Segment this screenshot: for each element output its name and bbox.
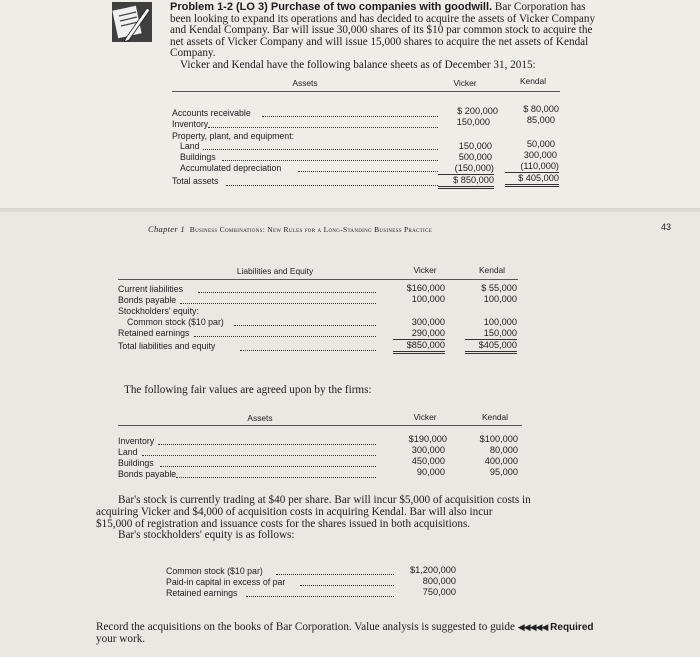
column-header-vicker: Vicker [453,78,477,88]
row-label: Inventory [118,436,155,446]
row-label: Common stock ($10 par) [166,566,263,576]
vicker-value: 300,000 [411,445,445,455]
kendal-value: $100,000 [479,434,518,444]
row-label: Accounts receivable [172,108,251,118]
vicker-value: 500,000 [458,152,492,162]
vicker-value: $190,000 [408,434,447,444]
kendal-total: $ 405,000 [505,173,559,187]
required-label: Required [550,622,594,633]
leader-dots [240,349,376,351]
leader-dots [142,454,376,456]
kendal-value: 50,000 [526,139,555,149]
leader-dots [226,184,438,186]
leader-dots [276,573,394,575]
row-label: Inventory [172,119,209,129]
leader-dots [176,476,376,478]
column-header-vicker: Vicker [413,412,437,422]
fair-values-intro: The following fair values are agreed upon by the firms: [124,384,372,396]
row-label: Land [118,447,138,457]
intro-line: net assets of Vicker Company and will issue 15,000 shares to acquire the net assets of Kendal [170,35,589,48]
row-label: Retained earnings [118,328,190,338]
assets-header: Assets [292,78,318,88]
kendal-total: $405,000 [465,340,517,354]
leader-dots [160,465,376,467]
row-label: Accumulated depreciation [180,163,282,173]
arrows-marker: ◀◀◀◀◀ [517,622,548,632]
row-label: Paid-in capital in excess of par [166,577,286,587]
kendal-value: $ 55,000 [481,283,517,293]
instruction-line: Record the acquisitions on the books of Bar Corporation. Value analysis is suggested to guide [96,621,515,633]
vicker-value: 100,000 [411,294,445,304]
vicker-value: 300,000 [411,317,445,327]
column-header-kendal: Kendal [478,265,506,275]
row-label: Stockholders' equity: [118,306,199,316]
paragraph-line: acquiring Vicker and $4,000 of acquisition costs in acquiring Kendal. Bar will also incur [96,505,493,518]
intro-line: been looking to expand its operations and has decided to acquire the assets of Vicker Company [170,12,596,25]
row-label: Retained earnings [166,588,238,598]
leader-dots [298,170,438,172]
kendal-value: 400,000 [484,456,518,466]
vicker-value: 150,000 [458,141,492,151]
kendal-value: 100,000 [483,317,517,327]
kendal-value: 95,000 [489,467,518,477]
leader-dots [222,159,438,161]
vicker-value: (150,000) [438,163,494,175]
vicker-value: $ 200,000 [457,106,498,116]
intro-line: Company. [170,47,216,59]
row-label: Buildings [180,152,216,162]
kendal-value: $ 80,000 [523,104,559,114]
amount-value: 750,000 [422,587,456,597]
leader-dots [194,335,376,337]
intro-line: and Kendal Company. Bar will issue 30,000 shares of its $10 par common stock to acquire the [170,24,593,36]
vicker-value: 90,000 [416,467,445,477]
vicker-total: $850,000 [393,340,445,354]
chapter-title: Business Combinations: New Rules for a Long-Standing Business Practice [189,225,432,234]
vicker-value: 290,000 [393,328,445,340]
kendal-value: 150,000 [465,328,517,340]
header-rule [118,279,518,280]
column-header-vicker: Vicker [413,265,437,275]
problem-heading: Problem 1-2 (LO 3) Purchase of two companies with goodwill. [170,1,493,13]
vicker-value: 150,000 [456,117,490,127]
row-label: Common stock ($10 par) [127,317,224,327]
row-label: Current liabilities [118,284,184,294]
intro-line: Bar Corporation has [494,1,586,13]
amount-value: 800,000 [422,576,456,586]
column-header-kendal: Kendal [481,412,509,422]
kendal-value: 85,000 [526,115,555,125]
leader-dots [203,148,438,150]
liabilities-header: Liabilities and Equity [236,266,314,276]
row-label: Total liabilities and equity [118,341,216,351]
leader-dots [180,302,376,304]
leader-dots [262,115,438,117]
row-label: Total assets [172,176,219,186]
kendal-value: 80,000 [489,445,518,455]
row-label: Buildings [118,458,154,468]
kendal-value: 100,000 [483,294,517,304]
intro-line: Vicker and Kendal have the following balance sheets as of December 31, 2015: [180,58,536,71]
paragraph-line: $15,000 of registration and issuance costs for the shares issued in both acquisitions. [96,517,471,530]
instruction-line: your work. [96,633,146,645]
kendal-value: (110,000) [505,161,559,173]
paragraph-line: Bar's stockholders' equity is as follows: [118,529,295,542]
header-rule [172,91,560,92]
leader-dots [208,126,438,128]
header-rule [118,425,522,426]
vicker-value: 450,000 [411,456,445,466]
column-header-kendal: Kendal [519,76,547,86]
row-label: Property, plant, and equipment: [172,131,295,141]
page-number: 43 [661,222,672,232]
row-label: Bonds payable [118,295,177,305]
chapter-label: Chapter 1 [148,224,185,234]
kendal-value: 300,000 [523,150,557,160]
leader-dots [198,291,376,293]
problem-pencil-icon [112,2,152,42]
running-head [148,224,432,234]
leader-dots [234,324,376,326]
paragraph-line: Bar's stock is currently trading at $40 per share. Bar will incur $5,000 of acquisition costs in [118,494,531,506]
assets-header: Assets [247,413,273,423]
row-label: Bonds payable [118,469,177,479]
vicker-total: $ 850,000 [438,175,494,189]
vicker-value: $160,000 [406,283,445,293]
leader-dots [158,443,376,445]
amount-value: $1,200,000 [410,565,456,575]
leader-dots [246,595,394,597]
row-label: Land [180,141,200,151]
leader-dots [300,584,394,586]
